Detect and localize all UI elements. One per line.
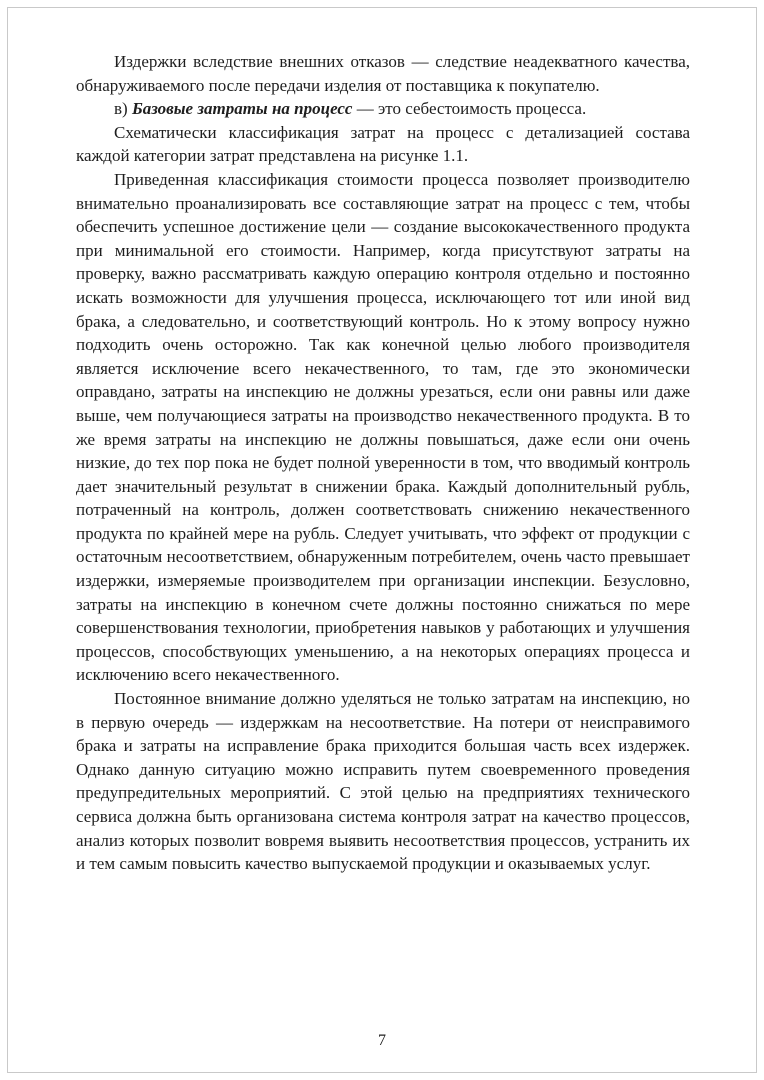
paragraph-base-process-costs	[76, 97, 690, 121]
paragraph-external-failure-costs: Издержки вследствие внешних отказов — следствие неадекватного качества, обнаруживаемого после передачи изделия от поставщика к покупателю.	[76, 52, 690, 95]
paragraph-prefix: в)	[114, 99, 132, 119]
paragraph-emphasis-term: Базовые затраты на процесс	[131, 99, 353, 119]
paragraph-nonconformity-costs-attention: Постоянное внимание должно уделяться не только затратам на инспекцию, но в первую очередь — издержкам на несоответствие. На потери от неисправимого брака и затраты на исправление брака приходится большая часть всех издержек. Однако данную ситуацию можно исправить путем своевременного проведения предупредительных мероприятий. С этой целью на предприятиях технического сервиса должна быть организована система контроля затрат на качество процессов, анализ которых позволит вовремя выявить несоответствия процессов, устранить их и тем самым повысить качество выпускаемой продукции и оказываемых услуг.	[76, 689, 690, 874]
page-number: 7	[378, 1032, 386, 1049]
paragraph-suffix: — это себестоимость процесса.	[352, 99, 587, 119]
text-block	[76, 50, 690, 876]
paragraph-cost-classification-analysis: Приведенная классификация стоимости процесса позволяет производителю внимательно проанализировать все составляющие затрат на процесс с тем, чтобы обеспечить успешное достижение цели — создание высококачественного продукта при минимальной его стоимости. Например, когда присутствуют затраты на проверку, важно рассматривать каждую операцию контроля отдельно и постоянно искать возможности для улучшения процесса, исключающего тот или иной вид брака, а следовательно, и соответствующий контроль. Но к этому вопросу нужно подходить очень осторожно. Так как конечной целью любого производителя является исключение всего некачественного, то там, где это экономически оправдано, затраты на инспекцию не должны урезаться, если они равны или даже выше, чем получающиеся затраты на производство некачественного продукта. В то же время затраты на инспекцию не должны повышаться, даже если они очень низкие, до тех пор пока не будет полной уверенности в том, что вводимый контроль дает значительный результат в снижении брака. Каждый дополнительный рубль, потраченный на контроль, должен соответствовать снижению некачественного продукта по крайней мере на рубль. Следует учитывать, что эффект от продукции с остаточным несоответствием, обнаруженным потребителем, очень часто превышает издержки, измеряемые производителем при организации инспекции. Безусловно, затраты на инспекцию в конечном счете должны постоянно снижаться по мере совершенствования технологии, приобретения навыков у работающих и улучшения процессов, способствующих уменьшению, а на некоторых операциях процесса и исключению всего некачественного.	[76, 169, 690, 685]
paragraph-classification-figure-reference: Схематически классификация затрат на процесс с детализацией состава каждой категории затрат представлена на рисунке 1.1.	[76, 122, 690, 166]
